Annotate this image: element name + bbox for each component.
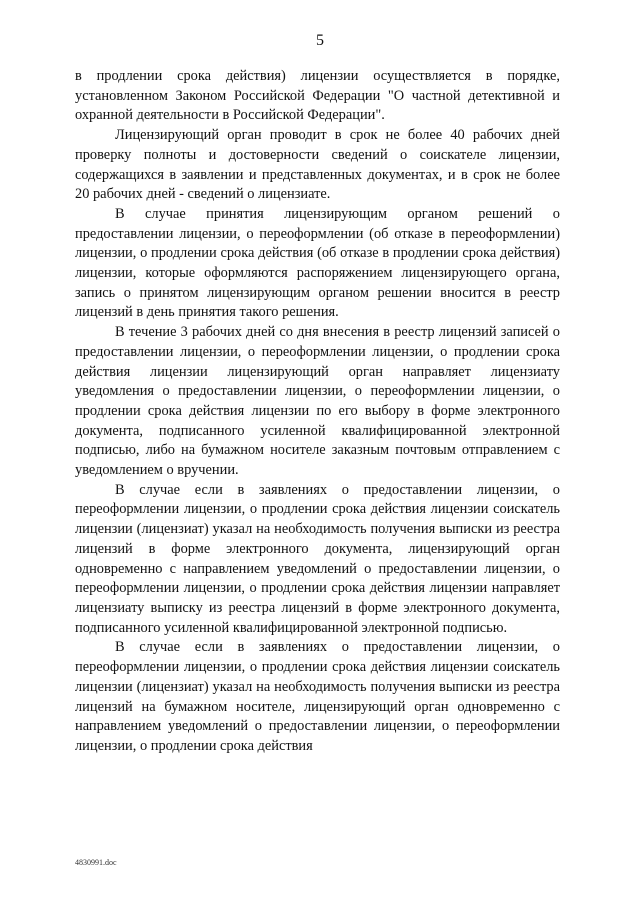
paragraph-continuation: в продлении срока действия) лицензии осуществляется в порядке, установленном Законом Российской Федерации "О частной детективной и охранной деятельности в Российской Федерации". [75, 68, 560, 124]
paragraph-electronic-extract: В случае если в заявлениях о предоставлении лицензии, о переоформлении лицензии, о продлении срока действия лицензии соискатель лицензии (лицензиат) указал на необходимость получения выписки из реестра лицензий в форме электронного документа, лицензирующий орган одновременно с направлением уведомлений о предоставлении лицензии, о переоформлении лицензии, о продлении срока действия лицензии направляет лицензиату выписку из реестра лицензий в форме электронного документа, подписанного усиленной квалифицированной электронной подписью. [75, 481, 560, 636]
document-body [75, 67, 560, 757]
paragraph-verification-period: Лицензирующий орган проводит в срок не более 40 рабочих дней проверку полноты и достоверности сведений о соискателе лицензии, содержащихся в заявлении и представленных документах, и в срок не более 20 рабочих дней - сведений о лицензиате. [75, 127, 560, 203]
page-number: 5 [316, 32, 324, 49]
paragraph-paper-extract: В случае если в заявлениях о предоставлении лицензии, о переоформлении лицензии, о продлении срока действия лицензии соискатель лицензии (лицензиат) указал на необходимость получения выписки из реестра лицензий на бумажном носителе, лицензирующий орган одновременно с направлением уведомлений о предоставлении лицензии, о переоформлении лицензии, о продлении срока действия [75, 639, 560, 754]
paragraph-registry-decision: В случае принятия лицензирующим органом решений о предоставлении лицензии, о переоформлении (об отказе в переоформлении) лицензии, о продлении срока действия (об отказе в продлении срока действия) лицензии, которые оформляются распоряжением лицензирующего органа, запись о принятом лицензирующим органом решении вносится в реестр лицензий в день принятия такого решения. [75, 205, 560, 321]
footer-file-name: 4830991.doc [75, 858, 117, 867]
paragraph-notification: В течение 3 рабочих дней со дня внесения в реестр лицензий записей о предоставлении лицензии, о переоформлении лицензии, о продлении срока действия лицензии лицензирующий орган направляет лицензиату уведомления о предоставлении лицензии, о переоформлении лицензии, о продлении срока действия лицензии по его выбору в форме электронного документа, подписанного усиленной квалифицированной электронной подписью, либо на бумажном носителе заказным почтовым отправлением с уведомлением о вручении. [75, 324, 560, 479]
